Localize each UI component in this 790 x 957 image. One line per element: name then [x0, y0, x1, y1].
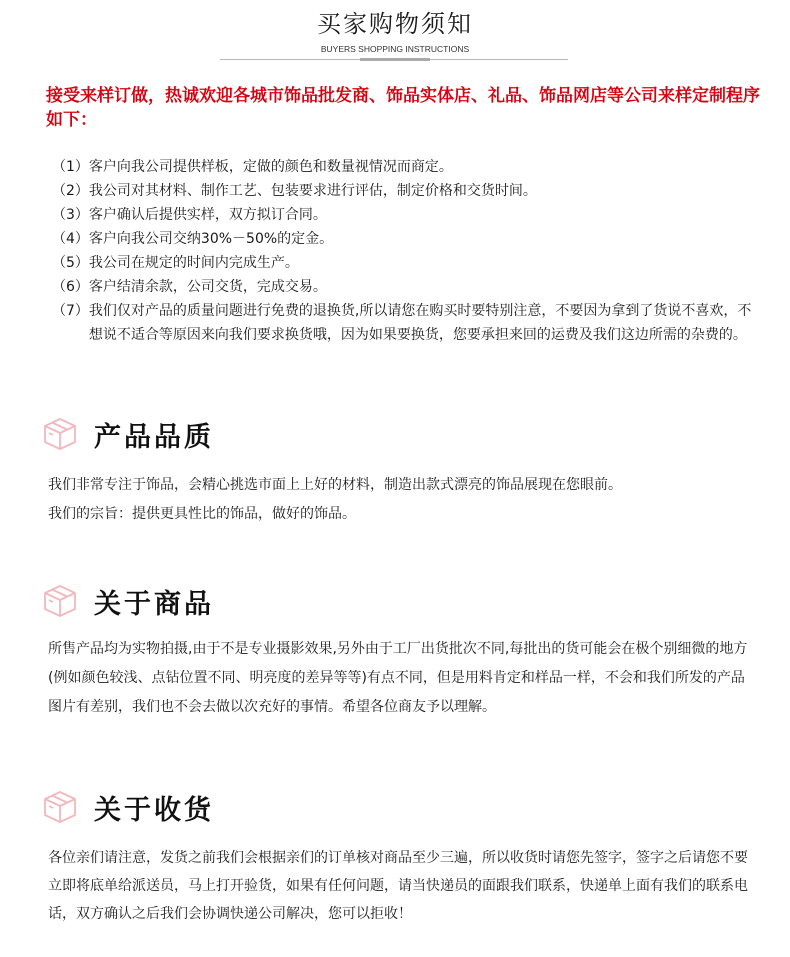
header-divider-accent: [360, 58, 430, 61]
step-text: 客户向我公司提供样板，定做的颜色和数量视情况而商定。: [88, 159, 453, 175]
step-number: （3）: [52, 207, 89, 223]
step-item: [52, 227, 762, 251]
page-subtitle: BUYERS SHOPPING INSTRUCTIONS: [320, 44, 470, 54]
step-number: （2）: [52, 183, 89, 199]
step-number: （5）: [52, 255, 89, 271]
section-heading-quality: [42, 414, 214, 454]
step-number: （6）: [52, 279, 89, 295]
step-item: [52, 251, 762, 275]
step-number: （4）: [52, 231, 89, 247]
step-number: （1）: [52, 159, 89, 175]
page-title: 买家购物须知: [317, 10, 473, 38]
step-item: [52, 203, 762, 227]
step-text: 我们仅对产品的质量问题进行免费的退换货,所以请您在购买时要特别注意，不要因为拿到了货说不喜欢，不想说不适合等原因来向我们要求换货哦，因为如果要换货，您要承担来回的运费及我们这边所需的杂费的。: [88, 303, 752, 343]
box-icon: [42, 583, 78, 619]
step-item: [52, 299, 762, 347]
paragraph: 我们非常专注于饰品，会精心挑选市面上上好的材料，制造出款式漂亮的饰品展现在您眼前。: [48, 477, 622, 493]
box-icon: [42, 416, 78, 452]
section-body-products: [48, 635, 754, 722]
section-title: 关于收货: [94, 794, 214, 826]
step-text: 客户结清余款，公司交货，完成交易。: [88, 279, 327, 295]
section-heading-products: [42, 581, 214, 621]
section-body-receiving: [48, 844, 754, 928]
step-text: 客户确认后提供实样，双方拟订合同。: [88, 207, 327, 223]
step-text: 客户向我公司交纳30%－50%的定金。: [88, 231, 334, 247]
step-text: 我公司在规定的时间内完成生产。: [88, 255, 299, 271]
paragraph: 我们的宗旨：提供更具性比的饰品，做好的饰品。: [48, 506, 356, 522]
section-body-quality: [48, 471, 754, 529]
step-number: （7）: [52, 303, 89, 319]
step-item: [52, 275, 762, 299]
section-title: 关于商品: [94, 588, 214, 620]
section-title: 产品品质: [94, 421, 214, 453]
step-text: 我公司对其材料、制作工艺、包装要求进行评估，制定价格和交货时间。: [88, 183, 537, 199]
custom-order-intro: 接受来样订做，热诚欢迎各城市饰品批发商、饰品实体店、礼品、饰品网店等公司来样定制程序如下：: [46, 86, 760, 130]
box-icon: [42, 789, 78, 825]
step-item: [52, 179, 762, 203]
section-heading-receiving: [42, 787, 214, 827]
paragraph: 各位亲们请注意，发货之前我们会根据亲们的订单核对商品至少三遍，所以收货时请您先签字，签字之后请您不要立即将底单给派送员，马上打开验货，如果有任何问题，请当快递员的面跟我们联系，快递单上面有我们的联系电话，双方确认之后我们会协调快递公司解决，您可以拒收！: [48, 850, 748, 922]
step-item: [52, 155, 762, 179]
custom-order-steps: [52, 155, 762, 347]
paragraph: 所售产品均为实物拍摄,由于不是专业摄影效果,另外由于工厂出货批次不同,每批出的货可能会在极个别细微的地方(例如颜色较浅、点钻位置不同、明亮度的差异等等)有点不同，但是用料肯定和样品一样，不会和我们所发的产品图片有差别，我们也不会去做以次充好的事情。希望各位商友予以理解。: [48, 641, 748, 715]
